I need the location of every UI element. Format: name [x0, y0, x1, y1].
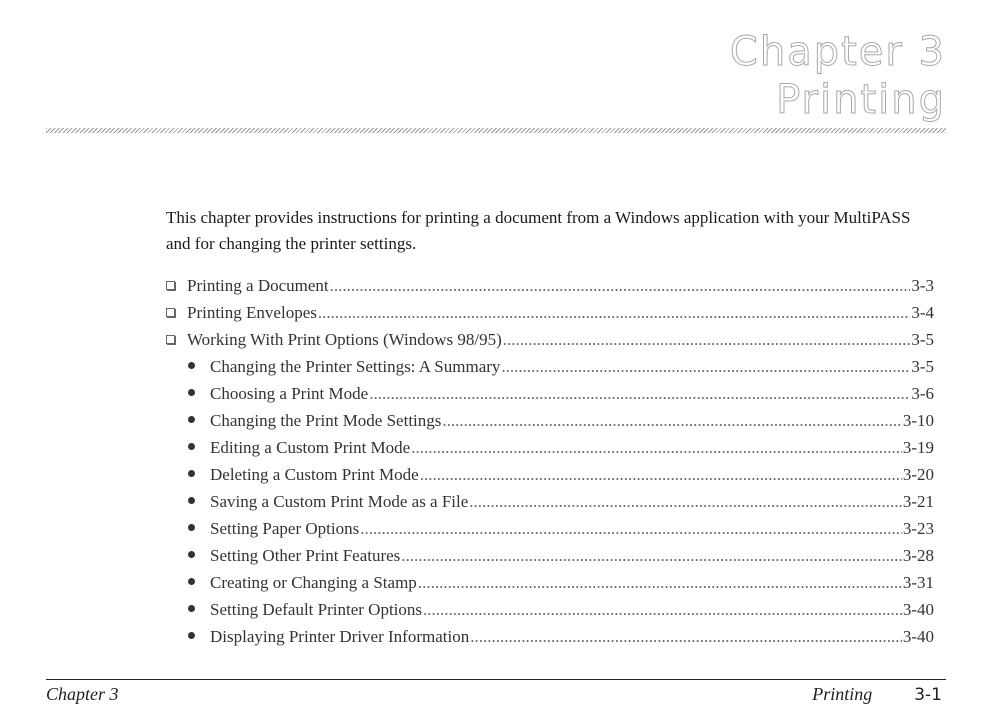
chapter-title: Printing [776, 77, 946, 123]
bullet-icon [188, 605, 195, 612]
checkbox-square-icon [166, 281, 175, 290]
toc-dot-leader [470, 627, 902, 647]
toc-entry-title: Printing Envelopes [187, 303, 317, 322]
toc-entry [166, 303, 934, 330]
toc-entry [166, 600, 934, 627]
toc-entry-page: 3-4 [911, 303, 934, 322]
toc-entry-page: 3-31 [902, 573, 934, 592]
toc-entry-page: 3-23 [902, 519, 934, 538]
toc-entry [166, 546, 934, 573]
toc-entry-title: Creating or Changing a Stamp [210, 573, 417, 592]
toc-entry-title: Saving a Custom Print Mode as a File [210, 492, 469, 511]
toc-entry-title: Choosing a Print Mode [210, 384, 369, 403]
bullet-icon [188, 470, 195, 477]
toc-entry-page: 3-5 [911, 357, 934, 376]
toc-entry [166, 492, 934, 519]
toc-dot-leader [423, 600, 902, 620]
toc-entry [166, 519, 934, 546]
toc-dot-leader [501, 357, 910, 377]
toc-entry-title: Setting Paper Options [210, 519, 360, 538]
toc-entry-title: Setting Other Print Features [210, 546, 401, 565]
toc-entry [166, 276, 934, 303]
footer-rule [46, 679, 946, 680]
toc-entry [166, 573, 934, 600]
toc-entry-title: Setting Default Printer Options [210, 600, 423, 619]
toc-entry-page: 3-5 [911, 330, 934, 349]
toc-entry-title: Changing the Print Mode Settings [210, 411, 442, 430]
chapter-number: Chapter 3 [729, 29, 946, 75]
toc-entry [166, 357, 934, 384]
toc-entry-page: 3-21 [902, 492, 934, 511]
bullet-icon [188, 416, 195, 423]
toc-entry-title: Displaying Printer Driver Information [210, 627, 470, 646]
checkbox-square-icon [166, 335, 175, 344]
toc-dot-leader [420, 465, 902, 485]
table-of-contents [166, 276, 934, 654]
toc-dot-leader [360, 519, 902, 539]
toc-entry [166, 384, 934, 411]
footer-chapter: Chapter 3 [46, 684, 119, 704]
page-number: 3-1 [914, 685, 942, 705]
toc-dot-leader [401, 546, 902, 566]
bullet-icon [188, 524, 195, 531]
toc-dot-leader [369, 384, 910, 404]
toc-entry-page: 3-10 [902, 411, 934, 430]
toc-dot-leader [442, 411, 901, 431]
footer-title: Printing [812, 684, 873, 704]
bullet-icon [188, 389, 195, 396]
toc-dot-leader [469, 492, 902, 512]
checkbox-square-icon [166, 308, 175, 317]
chapter-heading [730, 28, 946, 124]
bullet-icon [188, 578, 195, 585]
toc-entry [166, 411, 934, 438]
header-rule [46, 128, 946, 133]
toc-entry [166, 330, 934, 357]
toc-dot-leader [418, 573, 902, 593]
bullet-icon [188, 362, 195, 369]
toc-entry [166, 627, 934, 654]
bullet-icon [188, 632, 195, 639]
bullet-icon [188, 443, 195, 450]
toc-entry [166, 465, 934, 492]
footer-right [812, 684, 942, 705]
toc-entry [166, 438, 934, 465]
toc-dot-leader [411, 438, 902, 458]
toc-entry-page: 3-3 [911, 276, 934, 295]
toc-dot-leader [503, 330, 911, 350]
toc-entry-page: 3-28 [902, 546, 934, 565]
toc-entry-page: 3-19 [902, 438, 934, 457]
bullet-icon [188, 551, 195, 558]
toc-entry-title: Printing a Document [187, 276, 329, 295]
toc-entry-title: Deleting a Custom Print Mode [210, 465, 419, 484]
toc-entry-page: 3-20 [902, 465, 934, 484]
toc-entry-title: Working With Print Options (Windows 98/95) [187, 330, 502, 349]
toc-dot-leader [318, 303, 910, 323]
toc-entry-title: Changing the Printer Settings: A Summary [210, 357, 501, 376]
toc-entry-page: 3-40 [902, 600, 934, 619]
intro-paragraph: This chapter provides instructions for printing a document from a Windows application with your MultiPASS and for changing the printer settings. [166, 208, 911, 253]
toc-entry-title: Editing a Custom Print Mode [210, 438, 411, 457]
toc-entry-page: 3-6 [911, 384, 934, 403]
bullet-icon [188, 497, 195, 504]
toc-dot-leader [330, 276, 911, 296]
toc-entry-page: 3-40 [902, 627, 934, 646]
